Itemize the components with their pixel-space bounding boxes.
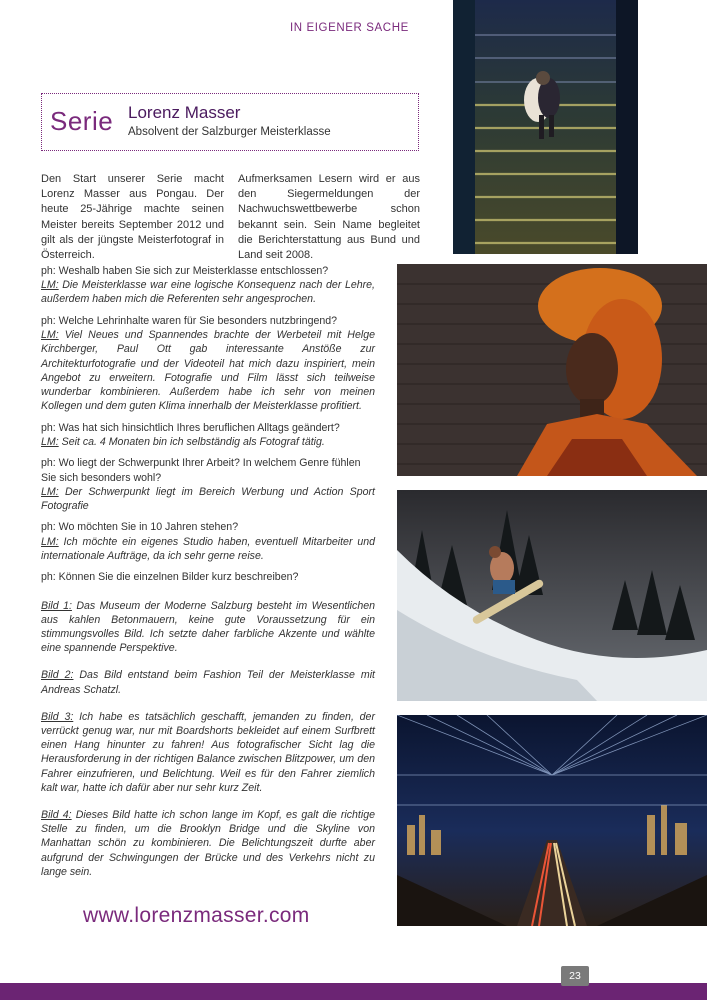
question: ph: Wo möchten Sie in 10 Jahren stehen? <box>41 521 239 534</box>
description-label: Bild 2: <box>41 669 74 682</box>
intro-column-1: Den Start unserer Serie macht Lorenz Masser aus Pongau. Der heute 25-Jährige machte seinen Meister bereits September 2012 und gilt als der jüngste Meisterfotograf in Österreich. <box>41 173 224 262</box>
section-label: IN EIGENER SACHE <box>290 22 409 34</box>
description-label: Bild 4: <box>41 808 72 821</box>
answer: Seit ca. 4 Monaten bin ich selbständig als Fotograf tätig. <box>61 435 325 448</box>
photo-snow-surfer <box>397 490 707 701</box>
description-item <box>41 808 375 879</box>
interview-item <box>41 520 375 563</box>
description-text: Das Bild entstand beim Fashion Teil der Meisterklasse mit Andreas Schatzl. <box>41 669 375 696</box>
description-label: Bild 1: <box>41 599 72 612</box>
intro-column-2: Aufmerksamen Lesern wird er aus den Siegermeldungen der Nachwuchswettbewerbe schon bekannt sein. Sein Name begleitet die Berichterstattung aus Bund und Land seit 2008. <box>238 173 420 262</box>
photo-brooklyn-bridge <box>397 715 707 926</box>
answer-label: LM: <box>41 485 59 498</box>
image-descriptions <box>41 599 375 879</box>
question: ph: Weshalb haben Sie sich zur Meisterklasse entschlossen? <box>41 265 329 277</box>
interview-item <box>41 421 375 449</box>
description-item <box>41 668 375 696</box>
question: ph: Können Sie die einzelnen Bilder kurz beschreiben? <box>41 571 299 584</box>
interview-item <box>41 314 375 413</box>
description-item <box>41 710 375 795</box>
question: ph: Was hat sich hinsichtlich Ihres beruflichen Alltags geändert? <box>41 421 340 434</box>
interview-item <box>41 264 375 307</box>
serie-label: Serie <box>50 106 114 136</box>
answer: Der Schwerpunkt liegt im Bereich Werbung und Action Sport Fotografie <box>41 485 375 512</box>
serie-name: Lorenz Masser <box>128 103 241 122</box>
interview-item <box>41 570 375 584</box>
description-text: Ich habe es tatsächlich geschafft, jemanden zu finden, der verrückt genug war, nur mit Boardshorts bekleidet auf einem Surfbrett einen Hang hinunter zu fahren! Aus fotografischer Sicht lag die Herausforderung in der richtigen Balance zwischen Blitzpower, um den Fahrer einzufrieren, und Belichtung. Weil es für den Fahrer ziemlich kalt war, hatte ich dafür aber nur sehr kurz Zeit. <box>41 710 375 794</box>
interview-item <box>41 456 375 513</box>
answer: Ich möchte ein eigenes Studio haben, eventuell Mitarbeiter und internationale Aufträge, da ich sehr gerne reise. <box>41 535 375 562</box>
photo-portrait <box>397 264 707 476</box>
question: ph: Wo liegt der Schwerpunkt Ihrer Arbeit? In welchem Genre fühlen Sie sich besonders wohl? <box>41 457 361 484</box>
serie-subtitle: Absolvent der Salzburger Meisterklasse <box>128 126 331 138</box>
question: ph: Welche Lehrinhalte waren für Sie besonders nutzbringend? <box>41 314 338 327</box>
answer: Die Meisterklasse war eine logische Konsequenz nach der Lehre, außerdem haben mich die Referenten sehr angesprochen. <box>41 279 375 306</box>
description-text: Das Museum der Moderne Salzburg besteht im Wesentlichen aus kahlen Betonmauern, keine gute Voraussetzung für ein stimmungsvolles Bild. Ich setzte daher farbliche Akzente und wählte eine spannende Perspektive. <box>41 599 375 655</box>
photo-staircase <box>453 0 638 254</box>
answer: Viel Neues und Spannendes brachte der Werbeteil mit Helge Kirchberger, Paul Ott gab interessante Anstöße zur Architekturfotografie und der Videoteil hat mich dazu inspiriert, mein Angebot zu erweitern. Fotografie und Film lässt sich teilweise wunderbar kombinieren. Außerdem habe ich sehr von meinen Kollegen und dem guten Klima innerhalb der Meisterklasse profitiert. <box>41 329 375 413</box>
answer-label: LM: <box>41 279 59 292</box>
description-label: Bild 3: <box>41 710 74 723</box>
serie-box <box>41 93 419 151</box>
description-item <box>41 599 375 656</box>
answer-label: LM: <box>41 329 59 342</box>
page-number: 23 <box>561 966 589 986</box>
answer-label: LM: <box>41 535 59 548</box>
website-url[interactable]: www.lorenzmasser.com <box>83 904 310 927</box>
description-text: Dieses Bild hatte ich schon lange im Kopf, es galt die richtige Stelle zu finden, um die Brooklyn Bridge und die Skyline von Manhattan schön zu kombinieren. Die Belichtungszeit durfte aber aufgrund der Schwingungen der Brücke und des Verkehrs nicht zu lange sein. <box>41 808 376 878</box>
answer-label: LM: <box>41 435 59 448</box>
interview <box>41 264 375 892</box>
footer-bar <box>0 983 707 1000</box>
